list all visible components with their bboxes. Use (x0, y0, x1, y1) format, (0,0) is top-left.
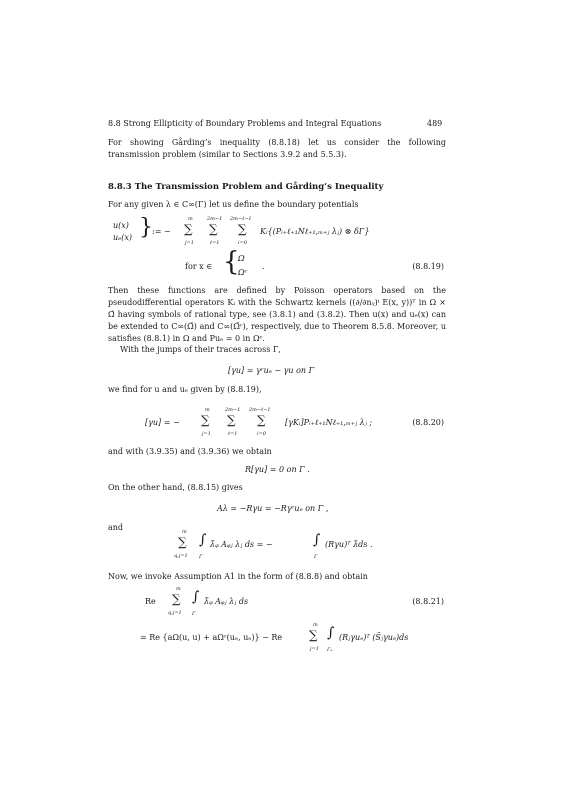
paragraph-7: and (108, 523, 124, 532)
paragraph-6: On the other hand, (8.8.15) gives (108, 483, 243, 492)
eq21-line2-int-sub: Γₑ (327, 647, 333, 653)
int-sign-1: ∫ (199, 532, 207, 548)
int-sign-2: ∫ (313, 532, 321, 548)
paragraph-2: Then these functions are defined by Poisson operators based on the pseudodifferential operators Kᵢ with the Schwartz kernels ((∂/∂nᵧ)ⁱ E(x, y))ᵀ in Ω × Ω̃ having symbols of rational type, see (3.8.1) and (3.8.2). Then u(x) and uₑ(x) can be extended to C∞(Ω̄) and C∞(Ω̄ᶜ), respectively, due to Theorem 8.5.8. Moreover, u satisfies (8.8.1) in Ω and Puₑ = 0 in Ωᶜ. (108, 286, 446, 343)
eq21-sum: ∑ (172, 592, 181, 606)
int-sum-bottom: q,j=1 (174, 553, 188, 559)
eq21-int-sub: Γ (192, 611, 196, 617)
paragraph-8: Now, we invoke Assumption A1 in the form of (8.8.8) and obtain (108, 572, 368, 581)
eq21-body: λ̄ᵩ Aᵩⱼ λⱼ ds (204, 597, 249, 606)
eq19-tail: . (262, 262, 265, 271)
eq19-sum-i-bottom: i=0 (238, 240, 247, 246)
eq19-sum-i: ∑ (238, 222, 247, 236)
paragraph-4: we find for u and uₑ given by (8.8.19), (108, 385, 262, 394)
eq19-number: (8.8.19) (412, 262, 444, 271)
eq19-left-brace: { (223, 247, 240, 277)
section-heading: 8.8.3 The Transmission Problem and Gårding’s Inequality (108, 182, 384, 192)
equation-jump: [γu] = γᶜuₑ − γu on Γ (228, 366, 315, 375)
eq19-sum-j-bottom: j=1 (185, 240, 194, 246)
running-title: 8.8 Strong Ellipticity of Boundary Problems and Integral Equations (108, 119, 382, 128)
eq19-assign: := − (152, 227, 171, 236)
paragraph-5: and with (3.9.35) and (3.9.36) we obtain (108, 447, 272, 456)
eq21-line2-sum-top: m (313, 622, 318, 628)
paragraph-1: For any given λ ∈ C∞(Γ) let us define the boundary potentials (108, 200, 359, 209)
int-body: λ̄ᵩ Aᵩⱼ λⱼ ds = − (210, 540, 273, 549)
eq20-body: [γKᵢ]Pᵢ₊ℓ₊₁Nℓ₊₁,ₘ₊ⱼ λⱼ ; (285, 418, 373, 427)
paragraph-3: With the jumps of their traces across Γ, (120, 345, 281, 354)
equation-R: R[γu] = 0 on Γ . (245, 465, 310, 474)
eq21-sum-bottom: q,j=1 (168, 610, 182, 616)
eq21-line2-lhs: = Re {aΩ(u, u) + aΩᶜ(uₑ, uₑ)} − Re (140, 633, 283, 642)
eq21-line2-int-sign: ∫ (327, 625, 335, 641)
eq20-number: (8.8.20) (412, 418, 444, 427)
eq19-body: Kᵢ{(Pᵢ₊ℓ₊₁Nℓ₊₁,ₘ₊ⱼ λⱼ) ⊗ δΓ} (260, 227, 370, 236)
eq21-line2-sum: ∑ (309, 628, 318, 642)
equation-A: Aλ = −Rγu = −Rγᶜuₑ on Γ , (217, 504, 329, 513)
int-sub-1: Γ (199, 554, 203, 560)
eq19-right-brace: } (139, 215, 153, 240)
eq19-for-label: for x ∈ (185, 262, 213, 271)
int-sum-top: m (182, 529, 187, 535)
eq21-line2-body: (Rⱼγuₑ)ᵀ (S̄ⱼγuₑ)ds (339, 633, 409, 642)
eq19-sum-j: ∑ (184, 222, 193, 236)
int-sub-2: Γ (314, 554, 318, 560)
eq19-sum-j-top: m (188, 216, 193, 222)
page-number: 489 (427, 119, 443, 128)
eq21-number: (8.8.21) (412, 597, 444, 606)
eq19-lhs-bottom: uₑ(x) (113, 233, 133, 242)
eq19-sum-l-top: 2m−1 (207, 216, 223, 222)
eq19-case-1: Ω (238, 254, 245, 263)
eq20-sum-j: ∑ (201, 413, 210, 427)
eq19-lhs-top: u(x) (113, 221, 129, 230)
eq20-sum-i: ∑ (257, 413, 266, 427)
eq19-case-2: Ωᶜ (238, 268, 248, 277)
eq20-lhs: [γu] = − (145, 418, 180, 427)
int-sum: ∑ (178, 535, 187, 549)
eq20-sum-l: ∑ (227, 413, 236, 427)
int-rhs: (Rγu)ᵀ λ̄ds . (325, 540, 373, 549)
intro-paragraph: For showing Gårding’s inequality (8.8.18) let us consider the following transmission problem (similar to Sections 3.9.2 and 5.5.3). (108, 138, 446, 159)
eq21-int-sign: ∫ (192, 589, 200, 605)
eq19-sum-i-top: 2m−ℓ−1 (230, 216, 252, 222)
eq21-line2-sum-bottom: j=1 (310, 646, 319, 652)
eq21-re: Re (145, 597, 156, 606)
eq19-sum-l-bottom: ℓ=1 (210, 240, 220, 246)
eq19-sum-l: ∑ (209, 222, 218, 236)
eq21-sum-top: m (176, 586, 181, 592)
